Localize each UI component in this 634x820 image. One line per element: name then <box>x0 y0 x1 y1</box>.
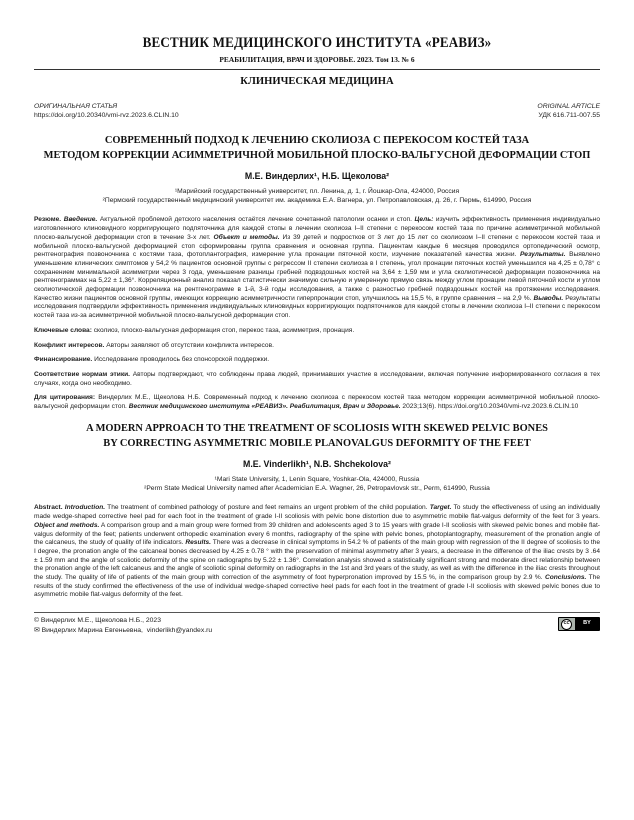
aim-label: Target. <box>429 504 452 512</box>
article-title-ru <box>34 134 600 164</box>
citation-label: Для цитирования: <box>34 394 96 402</box>
conclusions-label: Conclusions. <box>544 574 587 582</box>
aim-text: To study the effectiveness of using an individually made wedge-shaped corrective heel pad for each foot in the treatment of grade I-II scoliosis with pelvic bone distortion due to asymmetric mobile flat-valgus deformity of the feet for 3 years. <box>34 504 600 521</box>
contact-name: Виндерлих Марина Евгеньевна, <box>41 627 143 635</box>
meta-right <box>537 103 600 121</box>
header-divider <box>34 69 600 70</box>
ethics-ru <box>34 371 600 388</box>
title-en-line: BY CORRECTING ASYMMETRIC MOBILE PLANOVALGUS DEFORMITY OF THE FEET <box>103 437 531 449</box>
ethics-label: Соответствие нормам этики. <box>34 370 131 378</box>
funding-label: Финансирование. <box>34 356 93 364</box>
conclusions-label: Выводы. <box>533 294 564 302</box>
keywords-ru <box>34 327 600 336</box>
results-text: There was a decrease in clinical symptoms in 54.2 % of patients of the main group with regression of the II degree of scoliosis to the I degree, the pronation angle of the calcaneal bones decreased by 4.25 ± 0.78 ° with the preservation of minimal asymmetry after 3 years, a decrease in the difference of the iliac crests by 3 .64 ± 1.59 mm and the angle of scoliotic deformity of the spine on radiographs by 5.22 ± 1.36°. Correlation analysis showed a statistically significant strong and moderate direct relationship between the pronation angle of the left calcaneus and the angle of scoliotic spinal deformity on radiographs in the 1st and 3rd years of the study, as well as with the difference in the iliac crests throughout the study. The quality of life of patients of the main group with correction of the asymmetry of foot hyperpronation improved by 15.5 %, in the comparison group by 2.9 %. <box>34 539 600 582</box>
methods-label: Объект и методы. <box>213 233 280 241</box>
article-type-ru: ОРИГИНАЛЬНАЯ СТАТЬЯ <box>34 102 118 110</box>
doi-link[interactable]: https://doi.org/10.20340/vmi-rvz.2023.6.CLIN.10 <box>34 111 179 119</box>
citation-text: Виндерлих М.Е., Щеколова Н.Б. Современный подход к лечению сколиоза с перекосом костей таза методом коррекции асимметричной мобильной плоско-вальгусной деформации стоп. <box>34 394 600 411</box>
aim-label: Цель: <box>414 216 434 224</box>
keywords-text: сколиоз, плоско-вальгусная деформация стоп, перекос таза, асимметрия, пронация. <box>91 326 355 334</box>
methods-label: Object and methods. <box>34 521 100 529</box>
udc-code: УДК 616.711-007.55 <box>538 111 600 119</box>
authors-en: M.E. Vinderlikh¹, N.B. Shchekolova² <box>243 459 391 470</box>
copyright: © Виндерлих М.Е., Щеколова Н.Б., 2023 <box>34 617 161 625</box>
contact-email[interactable]: vinderlikh@yandex.ru <box>146 627 213 635</box>
affiliation: ²Пермский государственный медицинский университет им. академика Е.А. Вагнера, ул. Петропавловская, д. 26, г. Пермь, 614990, Россия <box>102 197 532 205</box>
contact-line <box>34 626 600 636</box>
article-meta <box>34 103 600 121</box>
journal-subtitle: РЕАБИЛИТАЦИЯ, ВРАЧ И ЗДОРОВЬЕ. 2023. Том 13. № 6 <box>219 55 415 65</box>
affiliation: ¹Mari State University, 1, Lenin Square, Yoshkar-Ola, 424000, Russia <box>214 475 420 483</box>
conflict-label: Конфликт интересов. <box>34 341 105 349</box>
meta-left <box>34 103 179 121</box>
abstract-ru-body <box>34 216 600 320</box>
authors-ru: М.Е. Виндерлих¹, Н.Б. Щеколова² <box>244 171 390 182</box>
keywords-label: Ключевые слова: <box>34 326 92 334</box>
citation-tail[interactable]: 2023;13(6). https://doi.org/10.20340/vmi-rvz.2023.6.CLIN.10 <box>400 403 579 411</box>
cc-license-badge[interactable] <box>558 617 600 631</box>
article-type-en: ORIGINAL ARTICLE <box>537 102 600 110</box>
intro-label: Introduction. <box>64 504 106 512</box>
citation-ru <box>34 394 600 411</box>
cc-by-label: BY <box>575 618 599 630</box>
affiliations-en <box>34 475 600 494</box>
section-heading: КЛИНИЧЕСКАЯ МЕДИЦИНА <box>240 75 394 87</box>
citation-journal: Вестник медицинского института «РЕАВИЗ». Реабилитация, Врач и Здоровье. <box>128 403 401 411</box>
intro-label: Введение. <box>63 216 98 224</box>
results-text: Выявлено уменьшение клинических симптомов у 54,2 % пациентов основной группы с регрессом II степени сколиоза в I степень, угол пронации пяточных костей уменьшился на 4,25 ± 0,78° с сохранением минимальной асимметрии через 3 года, уменьшение разницы гребней подвздошных костей на 3,64 ± 1,59 мм и угла сколиотической деформации позвоночника на рентгенограммах на 5,22 ± 1,36°. Корреляционный анализ показал статистически значимую сильную и умеренную прямую связь между углом пронации левой пяточной кости и углом сколиотической деформации позвоночника на рентгенограмме в 1-й, 3-й годы исследования, а также с разностью гребней подвздошных костей на протяжении исследования. Качество жизни пациентов основной группы, имеющих коррекцию асимметричности гиперпронации стоп, улучшилось на 15,5 %, в группе сравнения – на 2,9 %. <box>34 251 600 302</box>
envelope-icon: ✉ <box>34 627 40 635</box>
abstract-label: Abstract. <box>34 504 63 512</box>
footer <box>34 616 600 636</box>
conflict-ru <box>34 342 600 351</box>
results-label: Results. <box>185 539 212 547</box>
conclusions-text: The results of the study confirmed the effectiveness of the use of individual wedge-shaped corrective heel pads for each foot in the treatment of grade I-II scoliosis with skewed pelvic bones due to asymmetric mobile flat-valgus deformity of the feet. <box>34 574 600 599</box>
intro-text: Актуальной проблемой детского населения остаётся лечение сочетанной патологии осанки и стоп. <box>97 216 415 224</box>
funding-text: Исследование проводилось без спонсорской поддержки. <box>92 356 270 364</box>
footer-divider <box>34 612 600 613</box>
journal-title: ВЕСТНИК МЕДИЦИНСКОГО ИНСТИТУТА «РЕАВИЗ» <box>142 35 492 51</box>
conclusions-text: Результаты исследования подтвердили эффективность применения индивидуальных клиновидных корригирующих подпяточников для каждой стопы в лечении сколиоза I–II степени с перекосом костей таза из-за асимметричной мобильной плоско-вальгусной деформации стоп. <box>34 294 601 320</box>
affiliations-ru <box>34 187 600 206</box>
abstract-en <box>34 504 600 600</box>
abstract-en-body <box>34 504 600 600</box>
aim-text: изучить эффективность применения индивидуально изготовленного клиновидного корригирующего подпяточника для каждой стопы в лечении сколиоза I–II степени с перекосом костей таза по причине асимметричной мобильной плоско-вальгусной деформации стоп в течение 3-х лет. <box>34 216 600 241</box>
conflict-text: Авторы заявляют об отсутствии конфликта интересов. <box>104 341 274 349</box>
methods-text: Из 39 детей и подростков от 3 лет до 15 лет со сколиозом I–II степени с перекосом костей таза и мобильной плоско-вальгусной деформацией стоп сформированы группа сравнения и основная группа. Пациентам каждые 6 месяцев проводился ортопедический осмотр, рентгенография позвоночника с костями таза, фотоплантография, измерение угла пронации пяточной кости, изучение показателей качества жизни. <box>34 233 601 259</box>
title-ru-line: СОВРЕМЕННЫЙ ПОДХОД К ЛЕЧЕНИЮ СКОЛИОЗА С ПЕРЕКОСОМ КОСТЕЙ ТАЗА <box>104 134 530 146</box>
abstract-ru <box>34 216 600 411</box>
title-ru-line: МЕТОДОМ КОРРЕКЦИИ АСИММЕТРИЧНОЙ МОБИЛЬНОЙ ПЛОСКО-ВАЛЬГУСНОЙ ДЕФОРМАЦИИ СТОП <box>43 149 591 161</box>
funding-ru <box>34 356 600 365</box>
intro-text: The treatment of combined pathology of posture and feet remains an urgent problem of the child population. <box>105 504 430 512</box>
affiliation: ²Perm State Medical University named after Academician E.A. Wagner, 26, Petropavlovsk str., Perm, 614990, Russia <box>144 485 490 493</box>
ethics-text: Авторы подтверждают, что соблюдены права людей, принимавших участие в исследовании, включая получение информированного согласия в тех случаях, когда оно необходимо. <box>34 370 601 387</box>
methods-text: A comparison group and a main group were formed from 39 children and adolescents aged 3 to 15 years with grade I-II scoliosis with skewed pelvic bones and mobile flat-valgus deformity of the feet; patients underwent orthopedic examination every 6 months, radiography of the spine with pelvic bones, photoplantography, measurement of the pronation angle of the calcaneus, the study of quality of life indicators. <box>34 521 600 547</box>
results-label: Результаты. <box>520 251 566 259</box>
title-en-line: A MODERN APPROACH TO THE TREATMENT OF SCOLIOSIS WITH SKEWED PELVIC BONES <box>86 422 548 434</box>
affiliation: ¹Марийский государственный университет, пл. Ленина, д. 1, г. Йошкар-Ола, 424000, Россия <box>174 187 460 195</box>
cc-icon: cc <box>561 619 572 630</box>
abstract-label: Резюме. <box>34 216 62 224</box>
article-title-en <box>34 422 600 452</box>
